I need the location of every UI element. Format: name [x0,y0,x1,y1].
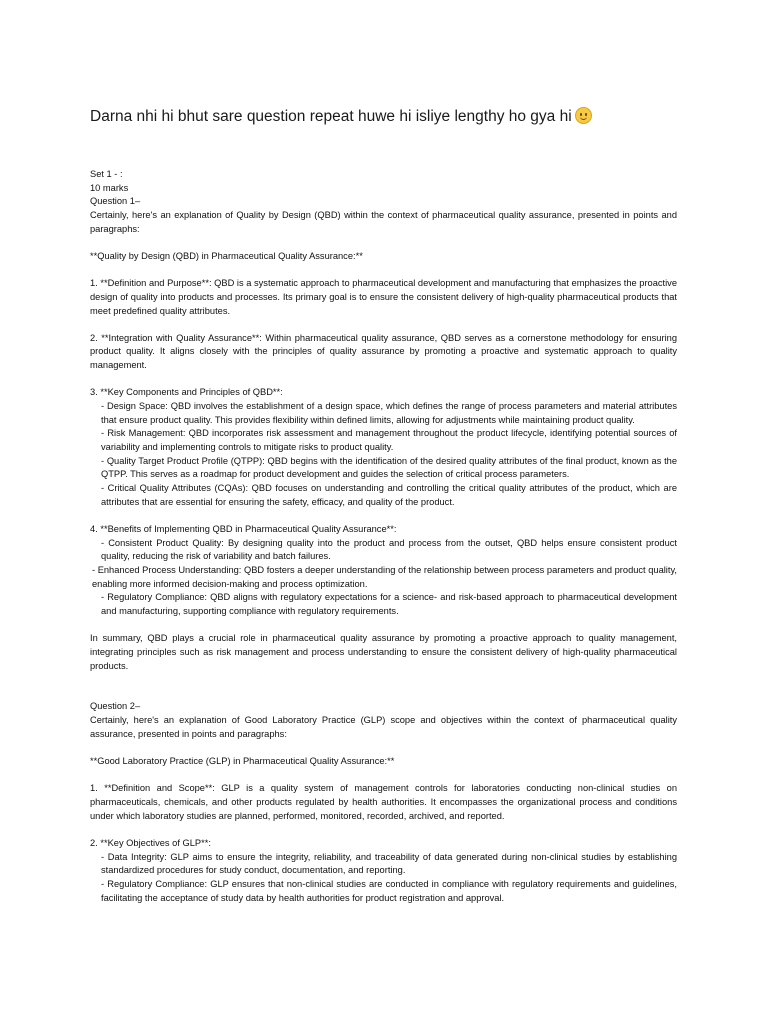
q1-p4-item: - Regulatory Compliance: QBD aligns with regulatory expectations for a science- and risk-based approach to pharmaceutical development and manufacturing, supporting compliance with regulatory requirements. [101,592,677,616]
q2-paragraph-2-heading: 2. **Key Objectives of GLP**: [90,838,211,848]
q1-p4-item: - Enhanced Process Understanding: QBD fosters a deeper understanding of the relationship between process parameters and product quality, enabling more informed decision-making and process optimization. [92,564,677,589]
set-label: Set 1 - : [90,169,123,179]
question-1-intro: Certainly, here's an explanation of Quality by Design (QBD) within the context of pharmaceutical quality assurance, presented in points and paragraphs: [90,209,677,234]
question-2-heading: **Good Laboratory Practice (GLP) in Pharmaceutical Quality Assurance:** [90,756,395,767]
q1-paragraph-1: 1. **Definition and Purpose**: QBD is a systematic approach to pharmaceutical development and manufacturing that emphasizes the proactive design of quality into products and processes. Its primary goal is to ensure the consistent delivery of high-quality pharmaceutical products that meet predefined quality attributes. [90,278,677,316]
q1-paragraph-2: 2. **Integration with Quality Assurance**: Within pharmaceutical quality assurance, QBD serves as a cornerstone methodology for ensuring product quality. It aligns closely with the principles of quality assurance by promoting a proactive and systematic approach to quality management. [90,332,677,371]
question-1-heading: **Quality by Design (QBD) in Pharmaceutical Quality Assurance:** [90,250,363,261]
q1-p3-item: - Quality Target Product Profile (QTPP): QBD begins with the identification of the desired quality attributes of the final product, known as the QTPP. This serves as a roadmap for product development and guides the selection of critical process parameters. [101,455,677,480]
smiling-face-icon [575,107,592,124]
q2-p2-item: - Regulatory Compliance: GLP ensures that non-clinical studies are conducted in compliance with regulatory requirements and guidelines, facilitating the acceptance of study data by health authorities for product registration and approval. [101,878,677,903]
page-title [90,107,690,127]
q1-paragraph-4-heading: 4. **Benefits of Implementing QBD in Pharmaceutical Quality Assurance**: [90,523,397,534]
question-2-intro: Certainly, here's an explanation of Good Laboratory Practice (GLP) scope and objectives within the context of pharmaceutical quality assurance, presented in points and paragraphs: [90,715,677,739]
q1-summary: In summary, QBD plays a crucial role in pharmaceutical quality assurance by promoting a proactive approach to quality management, integrating principles such as risk management and process understanding to ensure the consistent delivery of high-quality pharmaceutical products. [90,633,677,671]
document-body [90,168,677,905]
q1-p4-item: - Consistent Product Quality: By designing quality into the product and process from the outset, QBD helps ensure consistent product quality, reducing the risk of variability and batch failures. [101,537,677,562]
title-text: Darna nhi hi bhut sare question repeat huwe hi isliye lengthy ho gya hi [90,108,572,125]
marks-label: 10 marks [90,182,129,193]
question-1-label: Question 1– [90,196,141,207]
q2-p2-item: - Data Integrity: GLP aims to ensure the integrity, reliability, and traceability of data generated during non-clinical studies by establishing standardized procedures for study conduct, documentation, and reporting. [101,851,677,876]
q1-p3-item: - Critical Quality Attributes (CQAs): QBD focuses on understanding and controlling the critical quality attributes of the product, which are attributes that are essential for ensuring the safety, efficacy, and quality of the product. [101,483,677,507]
q2-paragraph-1: 1. **Definition and Scope**: GLP is a quality system of management controls for laboratories conducting non-clinical studies on pharmaceuticals, chemicals, and other products regulated by health authorities. It encompasses the organizational process and conditions under which laboratory studies are planned, performed, monitored, recorded, archived, and reported. [90,783,677,821]
q1-p3-item: - Risk Management: QBD incorporates risk assessment and management throughout the product lifecycle, identifying potential sources of variability and implementing controls to mitigate risks to product quality. [101,428,677,453]
q1-paragraph-3-heading: 3. **Key Components and Principles of QBD**: [90,387,283,398]
q1-p3-item: - Design Space: QBD involves the establishment of a design space, which defines the range of process parameters and material attributes that ensure product quality. This provides flexibility within defined limits, allowing for adjustments while maintaining product quality. [101,401,677,425]
question-2-label: Question 2– [90,701,141,712]
